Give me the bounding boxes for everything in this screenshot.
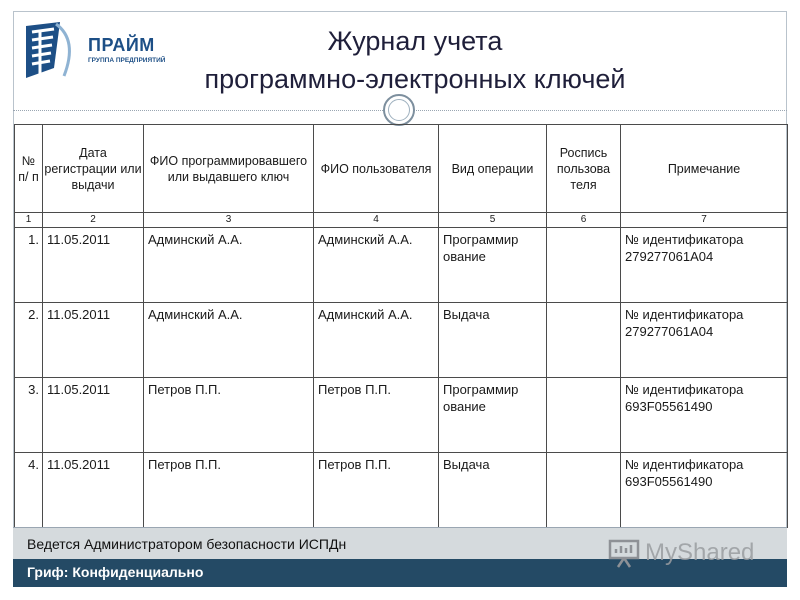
note-id: 693F05561490 — [625, 474, 713, 489]
cell-date: 11.05.2011 — [43, 228, 144, 303]
note-label: № идентификатора — [625, 382, 744, 397]
note-id: 279277061А04 — [625, 249, 714, 264]
keys-journal-table — [14, 124, 788, 528]
cell-number: 4. — [15, 453, 43, 528]
cell-note — [621, 378, 788, 453]
column-header-signature: Роспись пользова теля — [547, 125, 621, 213]
note-label: № идентификатора — [625, 307, 744, 322]
cell-date: 11.05.2011 — [43, 378, 144, 453]
table-row — [15, 228, 788, 303]
cell-operation: Программир ование — [439, 228, 547, 303]
logo-brand-text: ПРАЙМ — [88, 35, 155, 55]
cell-issuer: Админский А.А. — [144, 303, 314, 378]
column-number: 3 — [144, 213, 314, 228]
cell-note — [621, 453, 788, 528]
column-header-issuer: ФИО программировавшего или выдавшего ключ — [144, 125, 314, 213]
column-number: 1 — [15, 213, 43, 228]
cell-date: 11.05.2011 — [43, 453, 144, 528]
cell-operation: Выдача — [439, 303, 547, 378]
column-header-number: № п/ п — [15, 125, 43, 213]
cell-operation: Программир ование — [439, 378, 547, 453]
company-logo — [20, 18, 170, 88]
cell-issuer: Петров П.П. — [144, 378, 314, 453]
table-row — [15, 378, 788, 453]
cell-number: 1. — [15, 228, 43, 303]
cell-user: Админский А.А. — [314, 228, 439, 303]
title-line-2: программно-электронных ключей — [204, 64, 626, 94]
column-header-user: ФИО пользователя — [314, 125, 439, 213]
cell-signature — [547, 303, 621, 378]
cell-note — [621, 303, 788, 378]
presentation-board-icon — [607, 538, 641, 568]
cell-user: Админский А.А. — [314, 303, 439, 378]
ring-ornament-icon — [383, 94, 415, 126]
note-id: 279277061А04 — [625, 324, 714, 339]
cell-issuer: Петров П.П. — [144, 453, 314, 528]
cell-user: Петров П.П. — [314, 453, 439, 528]
cell-signature — [547, 228, 621, 303]
logo-subtitle: ГРУППА ПРЕДПРИЯТИЙ — [88, 57, 166, 64]
column-header-operation: Вид операции — [439, 125, 547, 213]
note-label: № идентификатора — [625, 232, 744, 247]
table-row — [15, 303, 788, 378]
table-row — [15, 453, 788, 528]
note-label: № идентификатора — [625, 457, 744, 472]
watermark-text: MyShared — [645, 539, 755, 566]
column-header-date: Дата регистрации или выдачи — [43, 125, 144, 213]
title-line-1: Журнал учета — [327, 26, 503, 56]
cell-operation: Выдача — [439, 453, 547, 528]
column-number: 5 — [439, 213, 547, 228]
column-number: 6 — [547, 213, 621, 228]
table-header-row — [15, 125, 788, 213]
cell-issuer: Админский А.А. — [144, 228, 314, 303]
column-number: 4 — [314, 213, 439, 228]
cell-user: Петров П.П. — [314, 378, 439, 453]
cell-note — [621, 228, 788, 303]
cell-signature — [547, 453, 621, 528]
classification-text: Гриф: Конфиденциально — [27, 564, 204, 580]
cell-signature — [547, 378, 621, 453]
page-title — [150, 22, 680, 98]
column-numbers-row — [15, 213, 788, 228]
myshared-watermark — [607, 538, 754, 568]
note-id: 693F05561490 — [625, 399, 713, 414]
cell-number: 3. — [15, 378, 43, 453]
column-header-note: Примечание — [621, 125, 788, 213]
cell-date: 11.05.2011 — [43, 303, 144, 378]
prime-logo-icon — [20, 18, 86, 84]
cell-number: 2. — [15, 303, 43, 378]
column-number: 2 — [43, 213, 144, 228]
maintainer-text: Ведется Администратором безопасности ИСПДн — [27, 536, 347, 552]
column-number: 7 — [621, 213, 788, 228]
